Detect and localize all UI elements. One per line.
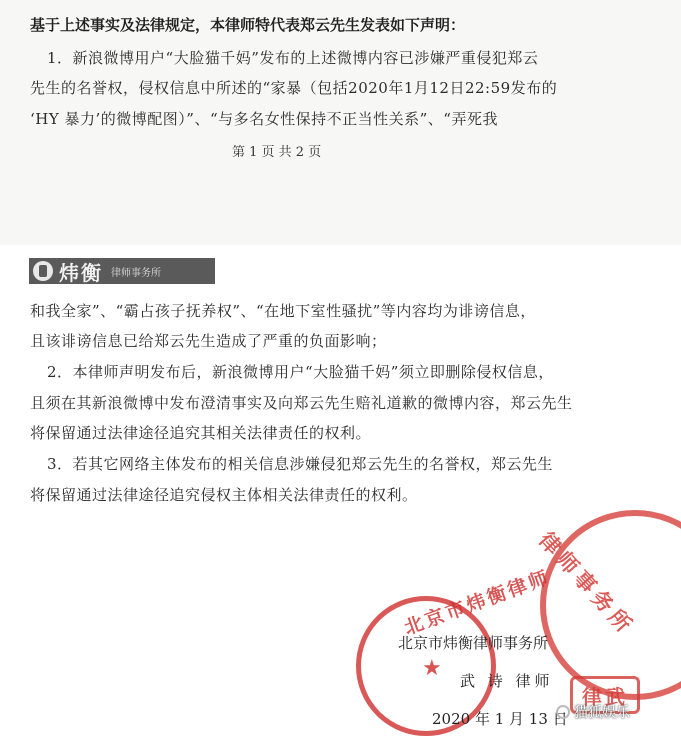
logo-main-text: 炜衡	[59, 260, 103, 285]
page-number: 第 1 页 共 2 页	[232, 145, 322, 160]
firm-seal-right-text: 律师事务所	[534, 527, 640, 641]
document-date: 2020 年 1 月 13 日	[432, 710, 568, 728]
watermark	[556, 702, 630, 722]
paragraph-3-line-2: 将保留通过法律途径追究侵权主体相关法律责任的权利。	[30, 486, 418, 504]
firm-name: 北京市炜衡律师事务所	[398, 634, 549, 652]
paragraph-2-line-2: 且须在其新浪微博中发布澄清事实及向郑云先生赔礼道歉的微博内容，郑云先生	[30, 394, 573, 412]
paragraph-1-line-3: ‘HY 暴力’的微博配图）”、“与多名女性保持不正当性关系”、“弄死我	[30, 110, 498, 128]
lawyer-name-seal: 律武	[570, 676, 640, 714]
paragraph-1-line-1: 1．新浪微博用户“大脸猫千妈”发布的上述微博内容已涉嫌严重侵犯郑云	[47, 49, 539, 67]
paragraph-3-line-1: 3．若其它网络主体发布的相关信息涉嫌侵犯郑云先生的名誉权，郑云先生	[47, 455, 554, 473]
paragraph-2-line-1: 2．本律师声明发布后，新浪微博用户“大脸猫千妈”须立即删除侵权信息，	[47, 363, 554, 381]
paragraph-1-line-2: 先生的名誉权，侵权信息中所述的“家暴（包括2020年1月12日22:59发布的	[30, 79, 558, 97]
statement-heading: 基于上述事实及法律规定，本律师特代表郑云先生发表如下声明：	[30, 16, 466, 34]
watermark-text: 猫狐娱乐	[574, 705, 630, 721]
seal-star-icon: ★	[422, 656, 442, 681]
logo-sub-text: 律师事务所	[111, 267, 161, 279]
logo-mark-icon	[33, 261, 53, 281]
firm-seal-left-text: 北京市炜衡律师	[401, 566, 554, 640]
paragraph-1-cont-line-2: 且该诽谤信息已给郑云先生造成了严重的负面影响；	[30, 332, 387, 350]
lawyer-signature: 武 诗 律师	[460, 672, 554, 690]
paragraph-1-cont-line-1: 和我全家”、“霸占孩子抚养权”、“在地下室性骚扰”等内容均为诽谤信息，	[30, 302, 536, 320]
watermark-chat-icon	[556, 705, 570, 719]
firm-logo	[29, 258, 215, 284]
paragraph-2-line-3: 将保留通过法律途径追究其相关法律责任的权利。	[30, 424, 372, 442]
